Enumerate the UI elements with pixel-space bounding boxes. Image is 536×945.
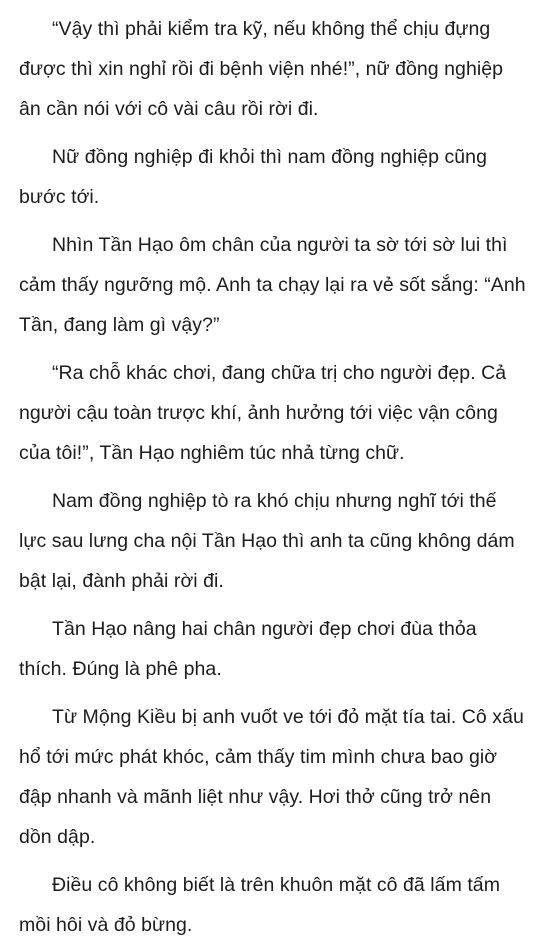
paragraph-3: Nhìn Tần Hạo ôm chân của người ta sờ tới sờ lui thì cảm thấy ngưỡng mộ. Anh ta chạy lại ra vẻ sốt sắng: “Anh Tần, đang làm gì vậy?”	[19, 234, 526, 336]
paragraph-8: Điều cô không biết là trên khuôn mặt cô đã lấm tấm mồi hôi và đỏ bừng.	[19, 874, 500, 936]
paragraph-1: “Vậy thì phải kiểm tra kỹ, nếu không thể chịu đựng được thì xin nghỉ rồi đi bệnh viện nhé!”, nữ đồng nghiệp ân cần nói với cô vài câu rồi rời đi.	[19, 18, 504, 120]
paragraph-2: Nữ đồng nghiệp đi khỏi thì nam đồng nghiệp cũng bước tới.	[19, 146, 487, 208]
paragraph-5: Nam đồng nghiệp tò ra khó chịu nhưng nghĩ tới thế lực sau lưng cha nội Tần Hạo thì anh ta cũng không dám bật lại, đành phải rời đi.	[19, 490, 515, 592]
paragraph-7: Từ Mộng Kiều bị anh vuốt ve tới đỏ mặt tía tai. Cô xấu hổ tới mức phát khóc, cảm thấy tim mình chưa bao giờ đập nhanh và mãnh liệt như vậy. Hơi thở cũng trở nên dồn dập.	[19, 706, 524, 848]
paragraph-4: “Ra chỗ khác chơi, đang chữa trị cho người đẹp. Cả người cậu toàn trược khí, ảnh hưởng tới việc vận công của tôi!”, Tần Hạo nghiêm túc nhả từng chữ.	[19, 362, 507, 464]
paragraph-6: Tần Hạo nâng hai chân người đẹp chơi đùa thỏa thích. Đúng là phê pha.	[19, 618, 477, 680]
